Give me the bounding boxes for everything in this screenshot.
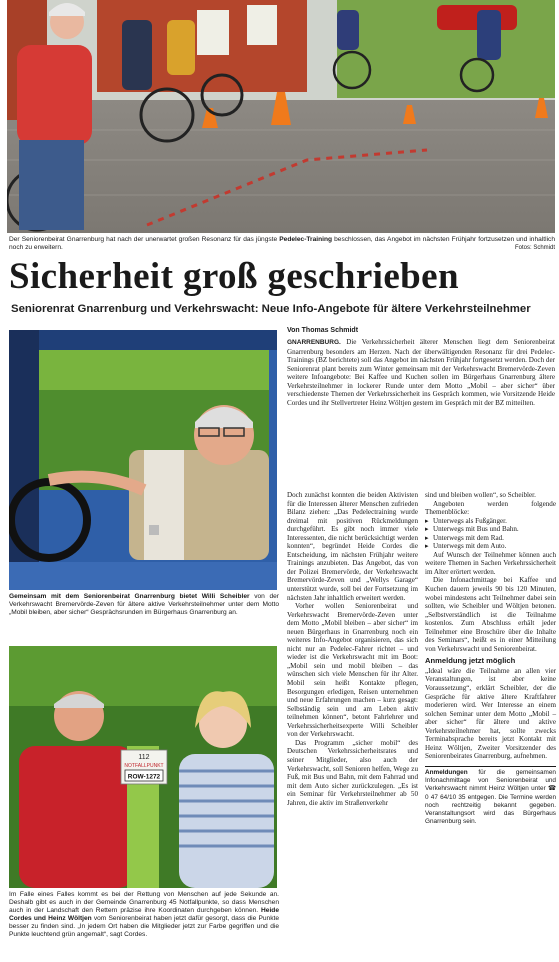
photo-notfallpunkt <box>9 646 277 888</box>
column-3 <box>425 491 556 826</box>
photo-pedelec-training <box>7 0 555 233</box>
subheadline: Seniorenrat Gnarrenburg und Verkehrswacht: Neue Info-Angebote für ältere Verkehrsteilnehmer <box>11 303 531 315</box>
photo-willi-scheibler <box>9 330 277 590</box>
topics-list <box>425 517 556 551</box>
photo-credit: Fotos: Schmidt <box>514 245 555 252</box>
photo-willi-scheibler-image <box>9 330 277 590</box>
col3-paragraph-2: Angeboten werden folgende Themenblöcke: <box>425 499 556 517</box>
lead-paragraph: GNARRENBURG. Die Verkehrssicherheit älterer Menschen liegt dem Seniorenbeirat Gnarrenburg besonders am Herzen. Nach der überwältigenden Resonanz für drei Pedelec-Trainings (BZ berichtete) soll das Angebot im nächsten Frühjahr fortgesetzt werden. Doch der Seniorenrat plant bereits zum Winter gemeinsam mit der Verkehrswacht Bremervörde-Zeven weitere Infoangebote: Bei Kaffee und Kuchen sollen im Bürgerhaus Gnarrenburg ältere Verkehrsteilnehmer in lockerer Runde unter dem Motto „Mobil – aber sicher“ über verschiedenste Themen der Verkehrssicherheit ins Gespräch kommen, wie Vorsitzende Heide Cordes und ihr Stellvertreter Heinz Wöltjen gestern im Gespräch mit der BZ mitteilten. <box>287 338 555 407</box>
col2-paragraph-2: Vorher wollen Seniorenbeirat und Verkehrswacht Bremervörde-Zeven unter dem Motto „Mobil bleiben – aber sicher“ im neuen Bürgerhaus in Gnarrenburg noch ein weiteres Info-Angebot organisieren, das sich nicht nur an Pedelec-Fahrer richtet – und wieder ist die Verkehrswacht mit im Boot: „Mobil sein und mobil bleiben – das wünschen sich viele Menschen für ihr Alter. Mobil sein heißt Kontakte pflegen, Besorgungen erledigen, Reisen unternehmen und neue Erfahrungen machen – kurz gesagt: Selbständig sein und am Leben aktiv teilnehmen können“, betont Fahrlehrer und Verkehrssicherheitsexperte Willi Scheibler von der Verkehrswacht. <box>287 602 418 739</box>
col3-paragraph-3: Auf Wunsch der Teilnehmer können auch weitere Themen in Sachen Verkehrssicherheit im Alter erörtert werden. <box>425 550 556 576</box>
phone-number: 0 47 64/10 35 <box>425 793 466 801</box>
photo-pedelec-training-image <box>7 0 555 233</box>
info-box: Anmeldungen für die gemeinsamen Infonachmittage von Seniorenbeirat und Verkehrswacht nimmt Heinz Wöltjen unter ☎ 0 47 64/10 35 entgegen. Die Termine werden noch rechtzeitig bekannt gegeben. Veranstaltungsort wird das Bürgerhaus Gnarrenburg sein. <box>425 766 556 826</box>
sign-number: 112 <box>138 754 150 761</box>
byline: Von Thomas Schmidt <box>287 327 359 334</box>
column-2 <box>287 491 418 807</box>
dateline: GNARRENBURG. <box>287 339 341 346</box>
photo-notfallpunkt-image <box>9 646 277 888</box>
col2-paragraph-3: Das Programm „sicher mobil“ des Deutschen Verkehrssicherheitsrates und seiner Mitglieder, also auch der Verkehrswacht, soll Senioren helfen, Wege zu Fuß, mit Bus und Bahn, mit dem Fahrrad und mit dem Auto sicher zurückzulegen. „Es ist ein Seminar für Verkehrsteilnehmer ab 50 Jahren, die aktiv im Straßenverkehr <box>287 738 418 807</box>
col3-paragraph-1: sind und bleiben wollen“, so Scheibler. <box>425 491 536 499</box>
headline: Sicherheit groß geschrieben <box>9 256 459 297</box>
col2-paragraph-1: Doch zunächst konnten die beiden Aktivisten für die Interessen älterer Menschen zufrieden Bilanz ziehen: „Das Pedelectraining wurde dreimal mit positiven Rückmeldungen durchgeführt. Es gibt noch immer viele Interessenten, die nicht berücksichtigt werden konnten“, begründet Heide Cordes die Entscheidung, im nächsten Frühjahr weitere Trainings anzubieten. Das Angebot, das von der Polizei Bremervörde, der Verkehrswacht Bremervörde-Zeven und „Wellys Garage“ unterstützt wurde, soll bei der Fortsetzung im nächsten Jahr inhaltlich erweitert werden. <box>287 491 418 602</box>
photo-top-caption: Der Seniorenbeirat Gnarrenburg hat nach der unerwartet großen Resonanz für das jüngste Pedelec-Training beschlossen, das Angebot im nächsten Frühjahr fortzusetzen und inhaltlich noch zu erweitern. Fotos: Schmidt <box>9 236 555 252</box>
sign-label: NOTFALLPUNKT <box>124 763 164 769</box>
topic-item: ▸ Unterwegs als Fußgänger. <box>425 517 556 526</box>
photo-bottom-caption: Im Falle eines Falles kommt es bei der Rettung von Menschen auf jede Sekunde an. Deshalb gibt es auch in der Gemeinde Gnarrenburg 45 Notfallpunkte, so dass Menschen auch in der Landschaft den Rettern präzise ihre Koordinaten durchgeben können. Heide Cordes und Heinz Wöltjen vom Seniorenbeirat haben jetzt dafür gesorgt, dass die Punkte besser zu finden sind. „In jedem Ort haben die Mitglieder jetzt zur Farbe gegriffen und die Punkte leuchtend grün angemalt“, sagt Cordes. <box>9 891 279 939</box>
topic-item: ▸ Unterwegs mit dem Rad. <box>425 534 556 543</box>
sign-code: ROW-1272 <box>127 773 161 781</box>
col3-paragraph-5: „Ideal wäre die Teilnahme an allen vier Veranstaltungen, ist aber keine Voraussetzung“, erklärt Scheibler, der die Gespräche für aktive ältere Kraftfahrer moderieren wird. Wer Interesse an einem solchen Seminar unter dem Motto „Mobil – aber sicher“ für ältere und aktive Verkehrsteilnehmer hat, sollte zwecks Terminabsprache bereits jetzt Kontakt mit Heinz Wöltjen, Zweiter Vorsitzender des Seniorenbeirates Gnarrenburg, aufnehmen. <box>425 666 556 761</box>
topic-item: ▸ Unterwegs mit Bus und Bahn. <box>425 525 556 534</box>
subheading-anmeldung: Anmeldung jetzt möglich <box>425 656 516 666</box>
photo-mid-caption: Gemeinsam mit dem Seniorenbeirat Gnarrenburg bietet Willi Scheibler von der Verkehrswacht Bremervörde-Zeven für ältere aktive Verkehrsteilnehmer unter dem Motto „Mobil bleiben, aber sicher“ Gesprächsrunden im Bürgerhaus Gnarrenburg an. <box>9 593 280 617</box>
phone-icon: ☎ <box>548 785 556 793</box>
col3-paragraph-4: Die Infonachmittage bei Kaffee und Kuchen dauern jeweils 90 bis 120 Minuten, wobei mindestens acht Teilnehmer dabei sein sollten, wie Scheibler und Wöltjen betonen. „Selbstverständlich ist die Teilnahme kostenlos. Zum Abschluss erhält jeder Teilnehmer eine Broschüre über die Inhalte des Seminars“, heißt es in einer Mitteilung von Verkehrswacht und Seniorenbeirat. <box>425 576 556 653</box>
topic-item: ▸ Unterwegs mit dem Auto. <box>425 542 556 551</box>
